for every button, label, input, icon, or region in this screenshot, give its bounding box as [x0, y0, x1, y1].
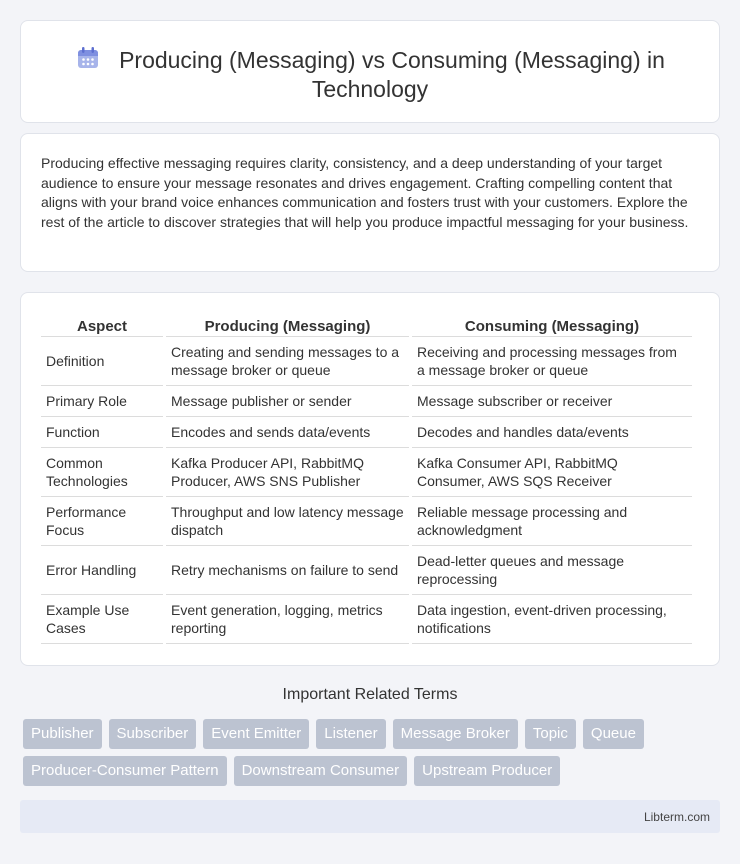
table-cell-consuming: Reliable message processing and acknowledgment	[412, 497, 692, 546]
table-row	[41, 595, 692, 644]
tag-upstream-producer[interactable]: Upstream Producer	[414, 756, 560, 786]
table-cell-producing: Creating and sending messages to a message broker or queue	[166, 337, 409, 386]
tag-message-broker[interactable]: Message Broker	[393, 719, 518, 749]
table-row	[41, 337, 692, 386]
comparison-card	[20, 292, 720, 666]
table-cell-consuming: Kafka Consumer API, RabbitMQ Consumer, AWS SQS Receiver	[412, 448, 692, 497]
table-cell-consuming: Dead-letter queues and message reprocessing	[412, 546, 692, 595]
tag-publisher[interactable]: Publisher	[23, 719, 102, 749]
table-cell-consuming: Decodes and handles data/events	[412, 417, 692, 448]
calendar-icon	[75, 45, 101, 71]
column-header-producing: Producing (Messaging)	[166, 315, 409, 337]
table-cell-producing: Throughput and low latency message dispatch	[166, 497, 409, 546]
intro-paragraph: Producing effective messaging requires clarity, consistency, and a deep understanding of your target audience to ensure your message resonates and drives engagement. Crafting compelling content that aligns with your brand voice enhances communication and fosters trust with your customers. Explore the rest of the article to discover strategies that will help you produce impactful messaging for your business.	[41, 155, 689, 230]
footer-site-link[interactable]: Libterm.com	[643, 810, 710, 824]
table-row	[41, 448, 692, 497]
related-terms-tags	[23, 719, 723, 793]
table-cell-producing: Message publisher or sender	[166, 386, 409, 417]
tag-event-emitter[interactable]: Event Emitter	[203, 719, 309, 749]
table-row	[41, 497, 692, 546]
table-cell-producing: Encodes and sends data/events	[166, 417, 409, 448]
table-row	[41, 417, 692, 448]
tag-queue[interactable]: Queue	[583, 719, 644, 749]
table-cell-producing: Event generation, logging, metrics reporting	[166, 595, 409, 644]
column-header-consuming: Consuming (Messaging)	[412, 315, 692, 337]
table-cell-aspect: Error Handling	[41, 546, 163, 595]
page-title: Producing (Messaging) vs Consuming (Messaging) in Technology	[119, 47, 665, 102]
tag-downstream-consumer[interactable]: Downstream Consumer	[234, 756, 408, 786]
table-row	[41, 546, 692, 595]
table-row	[41, 386, 692, 417]
tag-subscriber[interactable]: Subscriber	[109, 719, 197, 749]
table-cell-aspect: Primary Role	[41, 386, 163, 417]
tag-listener[interactable]: Listener	[316, 719, 385, 749]
table-cell-aspect: Definition	[41, 337, 163, 386]
table-cell-aspect: Example Use Cases	[41, 595, 163, 644]
column-header-aspect: Aspect	[41, 315, 163, 337]
tag-producer-consumer-pattern[interactable]: Producer-Consumer Pattern	[23, 756, 227, 786]
page-title-block	[21, 45, 719, 104]
tag-topic[interactable]: Topic	[525, 719, 576, 749]
intro-card	[20, 133, 720, 272]
table-cell-consuming: Data ingestion, event-driven processing, notifications	[412, 595, 692, 644]
tag-row	[23, 756, 723, 786]
table-cell-aspect: Performance Focus	[41, 497, 163, 546]
footer	[20, 800, 720, 833]
title-card	[20, 20, 720, 123]
related-terms-title: Important Related Terms	[282, 686, 458, 703]
comparison-table	[38, 315, 695, 644]
table-header-row	[41, 315, 692, 337]
table-cell-consuming: Receiving and processing messages from a message broker or queue	[412, 337, 692, 386]
table-cell-aspect: Function	[41, 417, 163, 448]
table-cell-producing: Kafka Producer API, RabbitMQ Producer, AWS SNS Publisher	[166, 448, 409, 497]
table-cell-producing: Retry mechanisms on failure to send	[166, 546, 409, 595]
table-cell-aspect: Common Technologies	[41, 448, 163, 497]
tag-row	[23, 719, 723, 749]
table-cell-consuming: Message subscriber or receiver	[412, 386, 692, 417]
